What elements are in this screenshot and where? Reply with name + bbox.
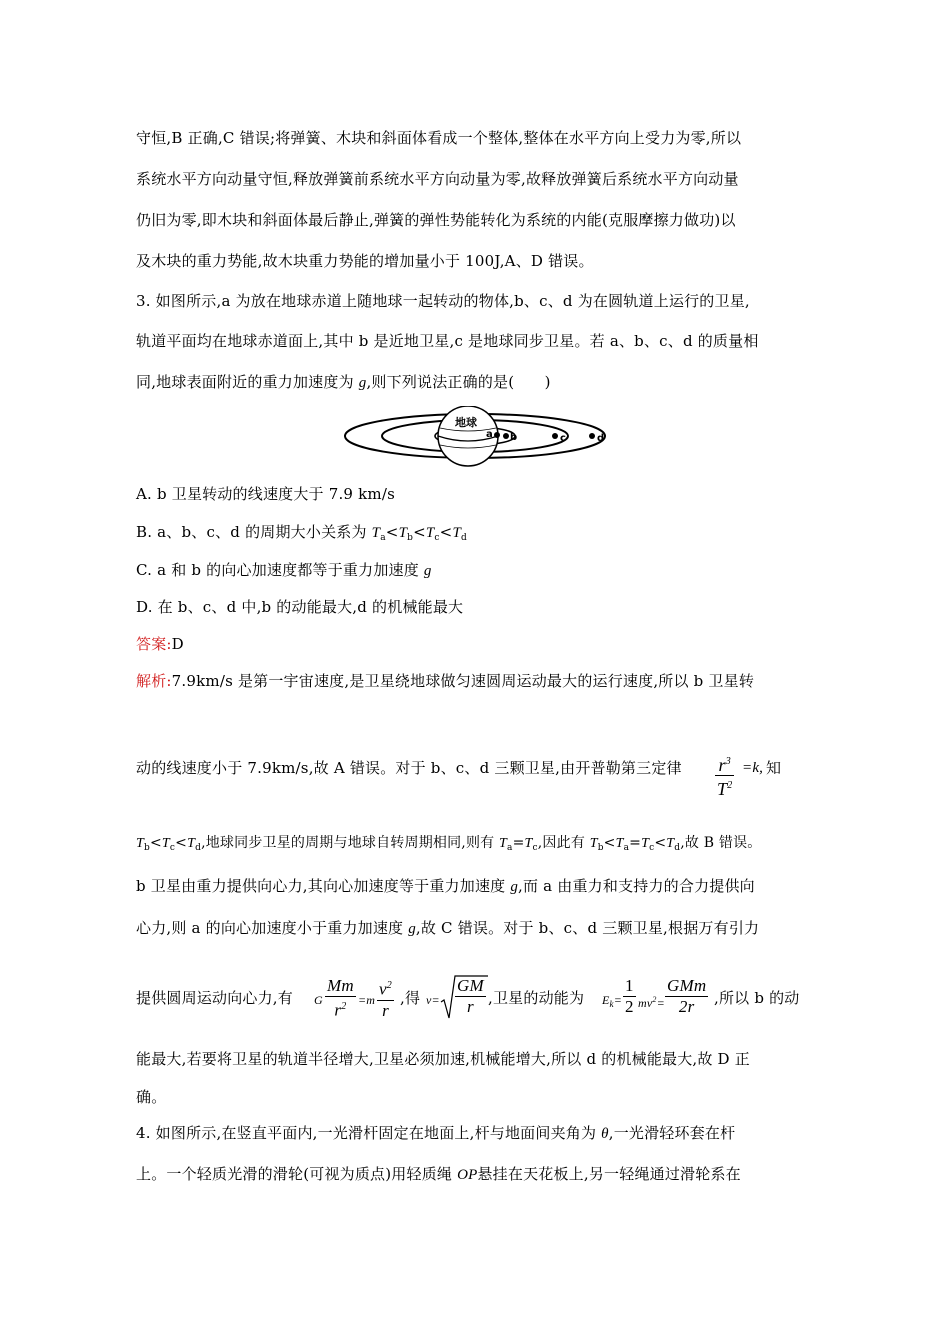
q3-stem-line3: 同,地球表面附近的重力加速度为 g,则下列说法正确的是( ) (136, 373, 551, 391)
q3-analysis-line4: b 卫星由重力提供向心力,其向心加速度等于重力加速度 g,而 a 由重力和支持力的合力提供向 (136, 877, 755, 895)
label-b: b (510, 432, 518, 443)
q3-analysis-line6: 提供圆周运动向心力,有 G $\frac{Mm}{r^2}$ =m $\frac{v^2}{r}$ ,得 v= $\frac{GM}{r}$ ,卫星的动能为 $E_k=$ $\frac{1}{2}$ $mv^2=$ GMm 2r ,所以 b 的动 (136, 972, 816, 1024)
centripetal-fraction: $\frac{v^2}{r}$ (377, 976, 394, 1021)
q3-analysis-line2: 动的线速度小于 7.9km/s,故 A 错误。对于 b、c、d 三颗卫星,由开普勒第三定律 $\frac{r^3}{T^2}$ =k, 知 (136, 752, 816, 802)
orbit-diagram (340, 406, 620, 470)
label-d: d (597, 433, 605, 444)
q3-analysis-line3: $T_b<T_c<T_d$,地球同步卫星的周期与地球自转周期相同,则有 $T_a=T_c$,因此有 $T_b<T_a=T_c<T_d$,故 B 错误。 (136, 835, 762, 853)
q3-analysis-line5: 心力,则 a 的向心加速度小于重力加速度 g,故 C 错误。对于 b、c、d 三颗卫星,根据万有引力 (136, 919, 760, 937)
q3-option-d: D. 在 b、c、d 中,b 的动能最大,d 的机械能最大 (136, 598, 464, 616)
para1-line1: 守恒,B 正确,C 错误;将弹簧、木块和斜面体看成一个整体,整体在水平方向上受力为零,所以 (136, 129, 742, 147)
q3-analysis-line8: 确。 (136, 1088, 167, 1106)
q3-stem-line2: 轨道平面均在地球赤道面上,其中 b 是近地卫星,c 是地球同步卫星。若 a、b、c、d 的质量相 (136, 332, 759, 350)
label-c: c (560, 433, 566, 444)
q3-option-a: A. b 卫星转动的线速度大于 7.9 km/s (136, 485, 395, 503)
satellite-d (589, 433, 595, 439)
body-a (494, 432, 500, 438)
velocity-fraction: $\frac{GM}{r}$ (457, 976, 484, 1016)
q3-option-c: C. a 和 b 的向心加速度都等于重力加速度 g (136, 561, 432, 579)
kepler-fraction: $\frac{r^3}{T^2}$ (715, 752, 734, 799)
q4-stem-line1: 4. 如图所示,在竖直平面内,一光滑杆固定在地面上,杆与地面间夹角为 θ,一光滑轻环套在杆 (136, 1124, 736, 1142)
half-fraction: $\frac{1}{2}$ (625, 976, 634, 1016)
satellite-c (552, 433, 558, 439)
q3-analysis-line1: 解析:7.9km/s 是第一宇宙速度,是卫星绕地球做匀速圆周运动最大的运行速度,所以 b 卫星转 (136, 672, 755, 690)
q3-stem-line1: 3. 如图所示,a 为放在地球赤道上随地球一起转动的物体,b、c、d 为在圆轨道上运行的卫星, (136, 292, 750, 310)
gravity-fraction: $\frac{Mm}{r^2}$ (327, 976, 354, 1020)
para1-line4: 及木块的重力势能,故木块重力势能的增加量小于 100J,A、D 错误。 (136, 252, 594, 270)
q3-answer: 答案:D (136, 635, 184, 653)
q3-option-b: B. a、b、c、d 的周期大小关系为 $T_a<T_b<T_c<T_d$ (136, 523, 467, 543)
q3-analysis-line7: 能最大,若要将卫星的轨道半径增大,卫星必须加速,机械能增大,所以 d 的机械能最大,故 D 正 (136, 1050, 750, 1068)
energy-fraction: GMm 2r (667, 976, 707, 1016)
para1-line2: 系统水平方向动量守恒,释放弹簧前系统水平方向动量为零,故释放弹簧后系统水平方向动量 (136, 170, 739, 188)
para1-line3: 仍旧为零,即木块和斜面体最后静止,弹簧的弹性势能转化为系统的内能(克服摩擦力做功)以 (136, 211, 736, 229)
q4-stem-line2: 上。一个轻质光滑的滑轮(可视为质点)用轻质绳 OP悬挂在天花板上,另一轻绳通过滑轮系在 (136, 1165, 741, 1183)
satellite-b (503, 433, 509, 439)
label-a: a (486, 429, 493, 440)
earth-label: 地球 (455, 416, 477, 429)
